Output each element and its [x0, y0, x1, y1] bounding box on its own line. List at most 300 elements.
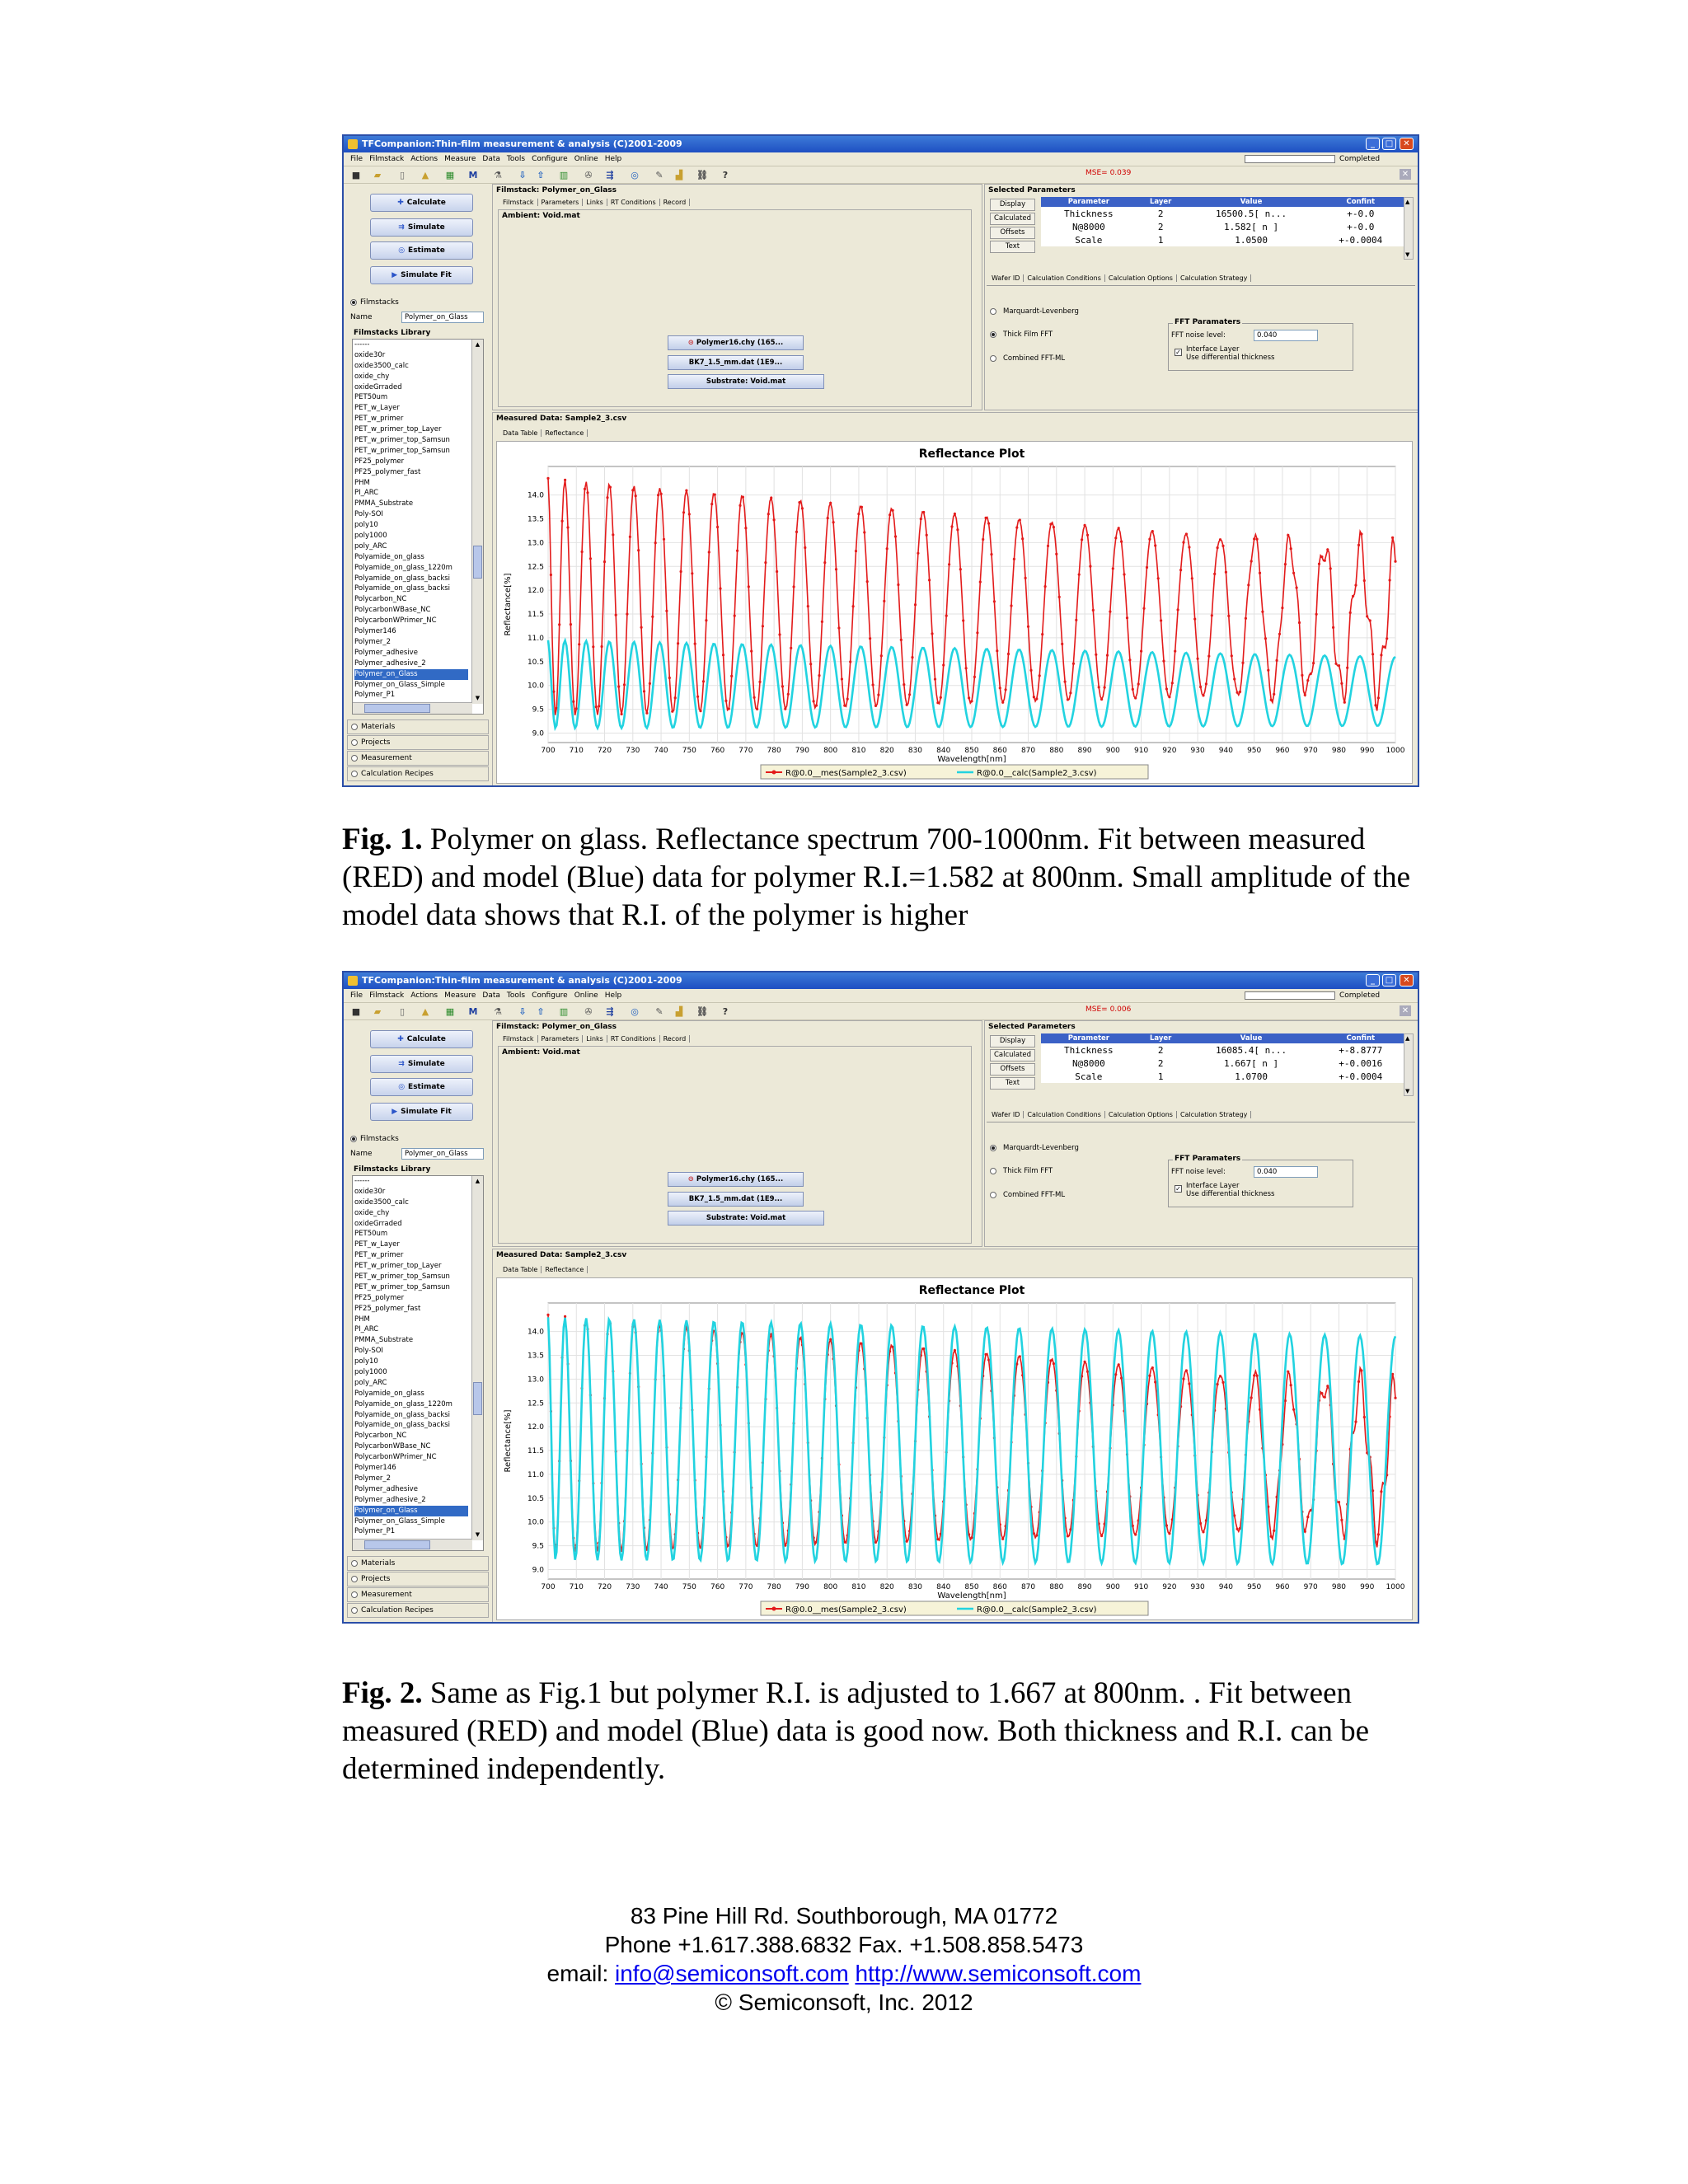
- library-item[interactable]: Polyamide_on_glass_1220m: [354, 1399, 452, 1408]
- library-item[interactable]: Polyamide_on_glass: [354, 1389, 424, 1398]
- caption-label: Fig. 2.: [342, 1676, 423, 1710]
- maximize-icon[interactable]: □: [1382, 974, 1396, 987]
- filter-icon[interactable]: ⚗: [494, 1006, 502, 1017]
- filmstacks-radio[interactable]: [350, 299, 357, 306]
- table-cell[interactable]: 2: [1157, 208, 1164, 219]
- nav-calculation-recipes[interactable]: [347, 766, 489, 781]
- library-item[interactable]: PI_ARC: [354, 489, 379, 498]
- scroll-down-icon[interactable]: ▼: [1405, 251, 1410, 258]
- scroll-down-icon[interactable]: ▼: [475, 1531, 481, 1538]
- library-item[interactable]: poly_ARC: [354, 1378, 387, 1387]
- tab-links[interactable]: Links: [583, 1035, 607, 1043]
- table-scrollbar[interactable]: [1404, 1033, 1414, 1096]
- table-icon[interactable]: ▦: [445, 1006, 455, 1017]
- menu-item-online[interactable]: Online: [574, 991, 598, 1000]
- nav-calculation-recipes[interactable]: [347, 1603, 489, 1618]
- library-item[interactable]: PF25_polymer: [354, 1293, 405, 1302]
- nav-materials[interactable]: [347, 719, 489, 734]
- table-cell[interactable]: 1.0500: [1235, 234, 1268, 246]
- table-cell[interactable]: Scale: [1075, 234, 1103, 246]
- menu-item-tools[interactable]: Tools: [506, 991, 526, 1000]
- table-scrollbar[interactable]: [1404, 197, 1414, 260]
- tab-calculation-conditions[interactable]: Calculation Conditions: [1024, 1111, 1105, 1118]
- m-icon[interactable]: M: [468, 1006, 478, 1017]
- library-item[interactable]: ------: [354, 1177, 370, 1185]
- action-label: Estimate: [408, 246, 445, 255]
- library-item[interactable]: PolycarbonWBase_NC: [354, 1442, 431, 1451]
- method-radio[interactable]: [990, 308, 996, 315]
- nav-radio[interactable]: [351, 739, 358, 746]
- library-item[interactable]: poly10: [354, 1357, 378, 1366]
- data-point: [750, 650, 753, 653]
- minimize-icon[interactable]: _: [1366, 138, 1380, 150]
- estimate-button[interactable]: [370, 241, 473, 260]
- side-button-text[interactable]: Text: [990, 1077, 1035, 1090]
- table-header[interactable]: Layer: [1137, 197, 1185, 207]
- menu-item-measure[interactable]: Measure: [444, 991, 476, 1000]
- menu-item-configure[interactable]: Configure: [532, 155, 568, 163]
- library-item[interactable]: PET_w_primer: [354, 1251, 404, 1260]
- library-item[interactable]: oxideGrraded: [354, 1219, 402, 1228]
- table-header[interactable]: Confint: [1318, 1033, 1404, 1043]
- tab-calculation-options[interactable]: Calculation Options: [1105, 1111, 1177, 1118]
- layer-button[interactable]: [668, 335, 804, 350]
- menu-item-help[interactable]: Help: [604, 991, 622, 1000]
- fft-noise-field[interactable]: 0.040: [1254, 1166, 1318, 1178]
- table-row[interactable]: [1041, 1057, 1404, 1070]
- filmstacks-radio[interactable]: [350, 1136, 357, 1142]
- side-button-calculated[interactable]: Calculated: [990, 1049, 1035, 1062]
- table-cell[interactable]: Thickness: [1064, 1044, 1114, 1056]
- library-item[interactable]: Polyamide_on_glass_backsi: [354, 1421, 451, 1430]
- library-item[interactable]: Polymer_adhesive: [354, 648, 418, 657]
- data-point: [1245, 617, 1247, 620]
- save-icon[interactable]: ■: [351, 1006, 361, 1017]
- simulate-button[interactable]: [370, 218, 473, 237]
- action-label: Calculate: [406, 1035, 446, 1043]
- scroll-thumb[interactable]: [473, 1382, 482, 1415]
- layer-button[interactable]: [668, 355, 804, 370]
- library-scrollbar-vertical[interactable]: [471, 1176, 483, 1540]
- data-point: [940, 696, 942, 699]
- tab-data-table[interactable]: Data Table: [499, 429, 542, 437]
- scroll-up-icon[interactable]: ▲: [475, 1178, 481, 1184]
- arrow-icon[interactable]: ⇶: [606, 1006, 614, 1017]
- data-point: [1357, 1380, 1360, 1383]
- table-cell[interactable]: Thickness: [1064, 208, 1114, 219]
- table-cell[interactable]: 2: [1157, 1044, 1164, 1056]
- library-item[interactable]: PET_w_primer: [354, 415, 404, 424]
- chart-icon[interactable]: ▟: [675, 170, 683, 180]
- open-icon[interactable]: ▰: [373, 1006, 382, 1017]
- simulate-fit-button[interactable]: [370, 266, 473, 284]
- tab-links[interactable]: Links: [583, 199, 607, 206]
- filmstacks-library[interactable]: [352, 339, 484, 715]
- menu-item-tools[interactable]: Tools: [506, 155, 526, 163]
- data-point: [1221, 1381, 1224, 1384]
- layer-button[interactable]: [668, 374, 824, 389]
- data-point: [1140, 650, 1142, 653]
- tab-calculation-options[interactable]: Calculation Options: [1105, 274, 1177, 282]
- data-point: [1100, 698, 1103, 701]
- library-item[interactable]: oxide_chy: [354, 1208, 390, 1217]
- table-cell[interactable]: 2: [1157, 221, 1164, 232]
- maximize-icon[interactable]: □: [1382, 138, 1396, 150]
- table-row[interactable]: [1041, 220, 1404, 233]
- table-cell[interactable]: 1.0700: [1235, 1071, 1268, 1082]
- library-item[interactable]: Polymer146: [354, 627, 396, 636]
- table-header[interactable]: Value: [1185, 197, 1318, 207]
- library-item[interactable]: Poly-SOI: [354, 510, 383, 519]
- nav-projects[interactable]: [347, 735, 489, 750]
- filmstacks-label: Filmstacks: [360, 1135, 399, 1143]
- fft-noise-field[interactable]: 0.040: [1254, 330, 1318, 341]
- tool-icon[interactable]: ✇: [584, 170, 593, 180]
- data-point: [804, 546, 806, 549]
- x-tick-label: 920: [1162, 747, 1177, 755]
- data-point: [945, 615, 948, 617]
- library-item[interactable]: PMMA_Substrate: [354, 499, 414, 509]
- chart-icon[interactable]: ▟: [675, 1006, 683, 1017]
- library-item[interactable]: poly1000: [354, 532, 387, 541]
- import-icon[interactable]: ▲: [421, 1006, 429, 1017]
- data-point: [1360, 532, 1362, 535]
- x-tick-label: 750: [682, 1583, 696, 1591]
- upload-icon[interactable]: ⇧: [537, 170, 545, 180]
- library-item[interactable]: PolycarbonWPrimer_NC: [354, 616, 437, 626]
- data-point: [1067, 698, 1069, 701]
- menu-item-file[interactable]: File: [350, 155, 363, 163]
- email-link[interactable]: info@semiconsoft.com: [615, 1961, 849, 1986]
- open-icon[interactable]: ▰: [373, 170, 382, 180]
- menu-item-filmstack[interactable]: Filmstack: [369, 991, 405, 1000]
- scroll-thumb[interactable]: [473, 546, 482, 579]
- simulate-button[interactable]: [370, 1055, 473, 1073]
- tab-calculation-strategy[interactable]: Calculation Strategy: [1177, 1111, 1251, 1118]
- calculate-button[interactable]: [370, 1030, 473, 1048]
- table-row[interactable]: [1041, 1043, 1404, 1057]
- library-item[interactable]: Polymer_2: [354, 1474, 392, 1483]
- table-cell[interactable]: 1.667[ n ]: [1223, 1057, 1279, 1069]
- tool-icon[interactable]: ✇: [584, 1006, 593, 1017]
- m-icon[interactable]: M: [468, 170, 478, 180]
- minimize-icon[interactable]: _: [1366, 974, 1380, 987]
- table-cell[interactable]: 2: [1157, 1057, 1164, 1069]
- table-cell[interactable]: +-0.0: [1347, 208, 1375, 219]
- library-item[interactable]: Polycarbon_NC: [354, 1432, 407, 1441]
- grid-icon[interactable]: ▥: [559, 1006, 569, 1017]
- library-scrollbar-horizontal[interactable]: [353, 702, 472, 714]
- library-item[interactable]: PET50um: [354, 1230, 388, 1239]
- table-header[interactable]: Parameter: [1041, 197, 1137, 207]
- library-item[interactable]: PET_w_primer_top_Layer: [354, 425, 442, 434]
- download-icon[interactable]: ⇩: [518, 1006, 527, 1017]
- method-radio[interactable]: [990, 1145, 996, 1151]
- library-item[interactable]: oxideGrraded: [354, 382, 402, 391]
- table-cell[interactable]: Scale: [1075, 1071, 1103, 1082]
- data-point: [985, 1353, 987, 1356]
- x-tick-label: 850: [964, 747, 979, 755]
- table-row[interactable]: [1041, 233, 1404, 246]
- layer-button[interactable]: [668, 1192, 804, 1207]
- upload-icon[interactable]: ⇧: [537, 1006, 545, 1017]
- library-item[interactable]: Polyamide_on_glass_1220m: [354, 563, 452, 572]
- table-cell[interactable]: N@8000: [1071, 221, 1105, 232]
- arrow-icon[interactable]: ⇶: [606, 170, 614, 180]
- data-point: [762, 625, 764, 627]
- library-item[interactable]: Polyamide_on_glass_backsi: [354, 574, 451, 583]
- library-list: [353, 1176, 468, 1537]
- filter-icon[interactable]: ⚗: [494, 170, 502, 180]
- menu-item-help[interactable]: Help: [604, 155, 622, 163]
- nav-radio[interactable]: [351, 724, 358, 730]
- library-item[interactable]: Polymer_2: [354, 637, 392, 646]
- menu-item-configure[interactable]: Configure: [532, 991, 568, 1000]
- tab-rt-conditions[interactable]: RT Conditions: [607, 199, 660, 206]
- nav-radio[interactable]: [351, 1576, 358, 1582]
- tab-calculation-strategy[interactable]: Calculation Strategy: [1177, 274, 1251, 282]
- ambient-label: Ambient: Void.mat: [502, 1048, 580, 1057]
- library-item[interactable]: PolycarbonWPrimer_NC: [354, 1453, 437, 1462]
- table-cell[interactable]: N@8000: [1071, 1057, 1105, 1069]
- data-point: [665, 610, 668, 612]
- table-cell[interactable]: +-0.0016: [1339, 1057, 1383, 1069]
- library-item[interactable]: PHM: [354, 1315, 370, 1324]
- filmstacks-library[interactable]: [352, 1175, 484, 1551]
- table-cell[interactable]: +-0.0: [1347, 221, 1375, 232]
- link-icon[interactable]: ⛓: [696, 170, 708, 180]
- library-item[interactable]: PF25_polymer: [354, 457, 405, 466]
- library-item[interactable]: Polymer_P1: [354, 691, 396, 700]
- tab-rt-conditions[interactable]: RT Conditions: [607, 1035, 660, 1043]
- nav-radio[interactable]: [351, 771, 358, 777]
- library-item[interactable]: PET50um: [354, 393, 388, 402]
- close-icon[interactable]: ✕: [1400, 974, 1414, 987]
- tab-calculation-conditions[interactable]: Calculation Conditions: [1024, 274, 1105, 282]
- library-item[interactable]: PF25_polymer_fast: [354, 1304, 421, 1313]
- nav-radio[interactable]: [351, 1560, 358, 1567]
- method-radio[interactable]: [990, 355, 996, 362]
- x-tick-label: 970: [1303, 1583, 1318, 1591]
- library-item[interactable]: PET_w_primer_top_Samsun: [354, 446, 450, 455]
- nav-measurement[interactable]: [347, 751, 489, 766]
- new-icon[interactable]: ▯: [399, 170, 406, 180]
- close-panel-icon[interactable]: ✕: [1400, 169, 1411, 180]
- library-item[interactable]: oxide30r: [354, 350, 386, 359]
- method-radio[interactable]: [990, 1192, 996, 1198]
- library-item[interactable]: PET_w_primer_top_Samsun: [354, 436, 450, 445]
- library-item-selected[interactable]: Polymer_on_Glass: [354, 1506, 468, 1516]
- scroll-thumb[interactable]: [364, 704, 430, 713]
- menu-item-data[interactable]: Data: [482, 991, 500, 1000]
- nav-radio[interactable]: [351, 1607, 358, 1614]
- table-cell[interactable]: +-0.0004: [1339, 234, 1383, 246]
- target-icon[interactable]: ◎: [631, 170, 639, 180]
- library-item[interactable]: ------: [354, 340, 370, 349]
- website-link[interactable]: http://www.semiconsoft.com: [855, 1961, 1142, 1986]
- library-scrollbar-horizontal[interactable]: [353, 1539, 472, 1550]
- save-icon[interactable]: ■: [351, 170, 361, 180]
- estimate-button[interactable]: [370, 1078, 473, 1096]
- tab-parameters[interactable]: Parameters: [538, 1035, 584, 1043]
- library-item[interactable]: Poly-SOI: [354, 1347, 383, 1356]
- library-item[interactable]: PMMA_Substrate: [354, 1336, 414, 1345]
- library-item[interactable]: poly_ARC: [354, 541, 387, 551]
- table-header[interactable]: Parameter: [1041, 1033, 1137, 1043]
- library-item[interactable]: oxide3500_calc: [354, 361, 409, 370]
- table-row[interactable]: [1041, 207, 1404, 220]
- menu-item-file[interactable]: File: [350, 991, 363, 1000]
- library-item[interactable]: Polyamide_on_glass_backsi: [354, 1410, 451, 1419]
- table-cell[interactable]: 1.582[ n ]: [1223, 221, 1279, 232]
- help-icon[interactable]: ?: [722, 1006, 729, 1017]
- side-button-calculated[interactable]: Calculated: [990, 213, 1035, 225]
- menu-item-actions[interactable]: Actions: [410, 155, 438, 163]
- data-point: [801, 507, 804, 509]
- data-point: [1253, 537, 1255, 540]
- library-item[interactable]: Polymer_on_Glass_Simple: [354, 680, 445, 689]
- table-cell[interactable]: 1: [1157, 1071, 1164, 1082]
- calculate-button[interactable]: [370, 194, 473, 212]
- table-cell[interactable]: +-8.8777: [1339, 1044, 1383, 1056]
- simulate-fit-button[interactable]: [370, 1103, 473, 1121]
- table-header[interactable]: Layer: [1137, 1033, 1185, 1043]
- nav-projects[interactable]: [347, 1572, 489, 1586]
- library-item[interactable]: oxide3500_calc: [354, 1197, 409, 1207]
- tab-data-table[interactable]: Data Table: [499, 1266, 542, 1273]
- data-point: [996, 649, 998, 652]
- library-item[interactable]: Polymer_P1: [354, 1527, 396, 1536]
- side-button-display[interactable]: Display: [990, 199, 1035, 211]
- data-point: [1394, 560, 1396, 563]
- scroll-up-icon[interactable]: ▲: [1405, 1035, 1410, 1042]
- menu-item-online[interactable]: Online: [574, 155, 598, 163]
- scroll-thumb[interactable]: [364, 1540, 430, 1549]
- tab-parameters[interactable]: Parameters: [538, 199, 584, 206]
- layer-button[interactable]: [668, 1172, 804, 1187]
- library-item[interactable]: PHM: [354, 478, 370, 487]
- link-icon[interactable]: ⛓: [696, 1006, 708, 1017]
- table-header[interactable]: Value: [1185, 1033, 1318, 1043]
- close-icon[interactable]: ✕: [1400, 138, 1414, 150]
- method-radio[interactable]: [990, 331, 996, 338]
- tab-reflectance[interactable]: Reflectance: [542, 1266, 588, 1273]
- fft-title: FFT Paramaters: [1175, 1155, 1241, 1163]
- tab-wafer-id[interactable]: Wafer ID: [988, 1111, 1024, 1118]
- side-button-offsets[interactable]: Offsets: [990, 1063, 1035, 1076]
- interface-layer-checkbox[interactable]: ✓: [1175, 349, 1181, 356]
- scroll-down-icon[interactable]: ▼: [1405, 1088, 1410, 1094]
- library-item[interactable]: oxide_chy: [354, 372, 390, 381]
- tab-record[interactable]: Record: [660, 1035, 691, 1043]
- library-item[interactable]: PET_w_primer_top_Samsun: [354, 1272, 450, 1282]
- name-field[interactable]: Polymer_on_Glass: [401, 1148, 484, 1160]
- library-item[interactable]: PET_w_Layer: [354, 404, 400, 413]
- nav-measurement[interactable]: [347, 1587, 489, 1602]
- library-item[interactable]: PI_ARC: [354, 1325, 379, 1334]
- data-point: [649, 682, 651, 685]
- library-item[interactable]: Polymer_adhesive: [354, 1484, 418, 1493]
- table-cell[interactable]: 16500.5[ n...: [1216, 208, 1287, 219]
- nav-radio[interactable]: [351, 1591, 358, 1598]
- scroll-up-icon[interactable]: ▲: [475, 341, 481, 348]
- side-button-offsets[interactable]: Offsets: [990, 227, 1035, 239]
- data-point: [926, 534, 928, 537]
- library-item-selected[interactable]: Polymer_on_Glass: [354, 669, 468, 680]
- name-field[interactable]: Polymer_on_Glass: [401, 312, 484, 323]
- tab-reflectance[interactable]: Reflectance: [542, 429, 588, 437]
- library-item[interactable]: Polymer_on_Glass_Simple: [354, 1516, 445, 1526]
- library-item[interactable]: Polymer146: [354, 1464, 396, 1473]
- tab-filmstack[interactable]: Filmstack: [499, 199, 538, 206]
- help-icon[interactable]: ?: [722, 170, 729, 180]
- library-item[interactable]: Polymer_adhesive_2: [354, 1495, 426, 1504]
- library-item[interactable]: PET_w_Layer: [354, 1240, 400, 1249]
- download-icon[interactable]: ⇩: [518, 170, 527, 180]
- library-item[interactable]: PET_w_primer_top_Samsun: [354, 1282, 450, 1291]
- table-cell[interactable]: +-0.0004: [1339, 1071, 1383, 1082]
- scroll-up-icon[interactable]: ▲: [1405, 199, 1410, 205]
- menu-item-filmstack[interactable]: Filmstack: [369, 155, 405, 163]
- nav-radio[interactable]: [351, 755, 358, 762]
- tab-record[interactable]: Record: [660, 199, 691, 206]
- data-point: [1207, 655, 1210, 658]
- interface-layer-checkbox[interactable]: ✓: [1175, 1185, 1181, 1193]
- library-item[interactable]: PET_w_primer_top_Layer: [354, 1262, 442, 1271]
- menu-item-data[interactable]: Data: [482, 155, 500, 163]
- menu-item-actions[interactable]: Actions: [410, 991, 438, 1000]
- grid-icon[interactable]: ▥: [559, 170, 569, 180]
- table-row[interactable]: [1041, 1070, 1404, 1083]
- table-icon[interactable]: ▦: [445, 170, 455, 180]
- library-item[interactable]: poly10: [354, 521, 378, 530]
- library-scrollbar-vertical[interactable]: [471, 340, 483, 704]
- data-point: [922, 511, 925, 513]
- tab-wafer-id[interactable]: Wafer ID: [988, 274, 1024, 282]
- library-item[interactable]: Polyamide_on_glass: [354, 552, 424, 561]
- tab-filmstack[interactable]: Filmstack: [499, 1035, 538, 1043]
- library-item[interactable]: oxide30r: [354, 1187, 386, 1196]
- edit-icon[interactable]: ✎: [655, 170, 663, 180]
- side-button-display[interactable]: Display: [990, 1035, 1035, 1047]
- table-cell[interactable]: 16085.4[ n...: [1216, 1044, 1287, 1056]
- new-icon[interactable]: ▯: [399, 1006, 406, 1017]
- nav-materials[interactable]: [347, 1556, 489, 1571]
- table-cell[interactable]: 1: [1157, 234, 1164, 246]
- library-item[interactable]: PF25_polymer_fast: [354, 467, 421, 476]
- side-button-text[interactable]: Text: [990, 241, 1035, 253]
- menu-item-measure[interactable]: Measure: [444, 155, 476, 163]
- library-item[interactable]: PolycarbonWBase_NC: [354, 606, 431, 615]
- layer-button[interactable]: [668, 1211, 824, 1226]
- library-item[interactable]: Polymer_adhesive_2: [354, 658, 426, 668]
- method-radio[interactable]: [990, 1168, 996, 1174]
- library-item[interactable]: Polycarbon_NC: [354, 595, 407, 604]
- table-header[interactable]: Confint: [1318, 197, 1404, 207]
- target-icon[interactable]: ◎: [631, 1006, 639, 1017]
- library-item[interactable]: poly1000: [354, 1368, 387, 1377]
- close-panel-icon[interactable]: ✕: [1400, 1005, 1411, 1016]
- edit-icon[interactable]: ✎: [655, 1006, 663, 1017]
- data-point: [696, 696, 699, 698]
- title-bar: [344, 136, 1418, 152]
- x-tick-label: 1000: [1386, 747, 1405, 755]
- import-icon[interactable]: ▲: [421, 170, 429, 180]
- scroll-down-icon[interactable]: ▼: [475, 695, 481, 701]
- data-point: [637, 549, 640, 551]
- library-item[interactable]: Polyamide_on_glass_backsi: [354, 584, 451, 593]
- x-tick-label: 790: [795, 1583, 809, 1591]
